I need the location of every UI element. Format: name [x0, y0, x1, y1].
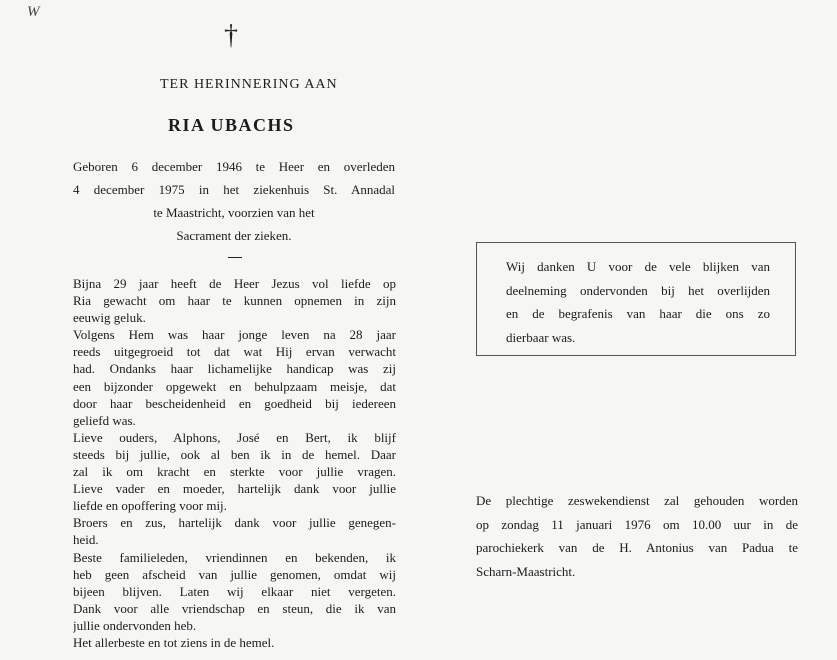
body-line: geliefd was.: [73, 412, 136, 428]
body-line: Lieve vader en moeder, hartelijk dank voor jullie: [73, 481, 396, 497]
body-line: heid.: [73, 532, 99, 548]
body-line: door haar bescheidenheid en goedheid bij iedereen: [73, 395, 396, 411]
body-line: bijeen blijven. Laten wij elkaar niet vergeten.: [73, 583, 396, 599]
body-line: steeds bij jullie, ook al ben ik in de hemel. Daar: [73, 446, 396, 462]
memorial-service-notice: [476, 489, 798, 583]
intro-line: Sacrament der zieken.: [176, 228, 292, 243]
body-line: eeuwig geluk.: [73, 310, 146, 326]
separator-dash: [228, 257, 242, 258]
corner-mark: W: [27, 4, 39, 20]
body-line: Lieve ouders, Alphons, José en Bert, ik blijf: [73, 429, 396, 445]
body-line: Broers en zus, hartelijk dank voor jullie genegen-: [73, 515, 396, 531]
memorial-heading: TER HERINNERING AAN: [160, 77, 338, 92]
body-line: een bijzonder opgewekt en behulpzaam meisje, dat: [73, 378, 396, 394]
thanks-line: dierbaar was.: [506, 329, 576, 345]
body-line: jullie ondervonden heb.: [73, 617, 197, 633]
body-line: reeds uitgegroeid tot dat wat Hij ervan verwacht: [73, 344, 396, 360]
body-line: heb geen afscheid van jullie genomen, omdat wij: [73, 566, 396, 582]
intro-line: Geboren 6 december 1946 te Heer en overleden: [73, 159, 395, 174]
memorial-text: [73, 275, 396, 651]
body-line: zal ik om kracht en sterkte voor jullie vragen.: [73, 464, 396, 480]
body-line: Beste familieleden, vriendinnen en bekenden, ik: [73, 549, 396, 565]
body-line: liefde en opoffering voor mij.: [73, 498, 227, 514]
body-line: had. Ondanks haar lichamelijke handicap was zij: [73, 361, 396, 377]
thanks-line: en de begrafenis van haar die ons zo: [506, 306, 770, 321]
thanks-note: [506, 255, 770, 349]
intro-line: 4 december 1975 in het ziekenhuis St. Annadal: [73, 182, 395, 197]
service-line: parochiekerk van de H. Antonius van Padua te: [476, 540, 798, 555]
thanks-line: deelneming ondervonden bij het overlijden: [506, 282, 770, 298]
service-line: op zondag 11 januari 1976 om 10.00 uur in de: [476, 516, 798, 532]
body-line: Ria gewacht om haar te kunnen opnemen in zijn: [73, 293, 396, 309]
body-line: Volgens Hem was haar jonge leven na 28 jaar: [73, 327, 396, 343]
body-line: Het allerbeste en tot ziens in de hemel.: [73, 634, 275, 650]
deceased-name: RIA UBACHS: [168, 115, 295, 135]
service-line: De plechtige zeswekendienst zal gehouden worden: [476, 493, 798, 508]
cross-symbol: †: [224, 20, 238, 51]
body-line: Bijna 29 jaar heeft de Heer Jezus vol liefde op: [73, 276, 396, 291]
birth-death-details: [73, 155, 395, 247]
service-line: Scharn-Maastricht.: [476, 563, 576, 579]
thanks-line: Wij danken U voor de vele blijken van: [506, 259, 770, 274]
body-line: Dank voor alle vriendschap en steun, die ik van: [73, 600, 396, 616]
intro-line: te Maastricht, voorzien van het: [153, 205, 315, 220]
